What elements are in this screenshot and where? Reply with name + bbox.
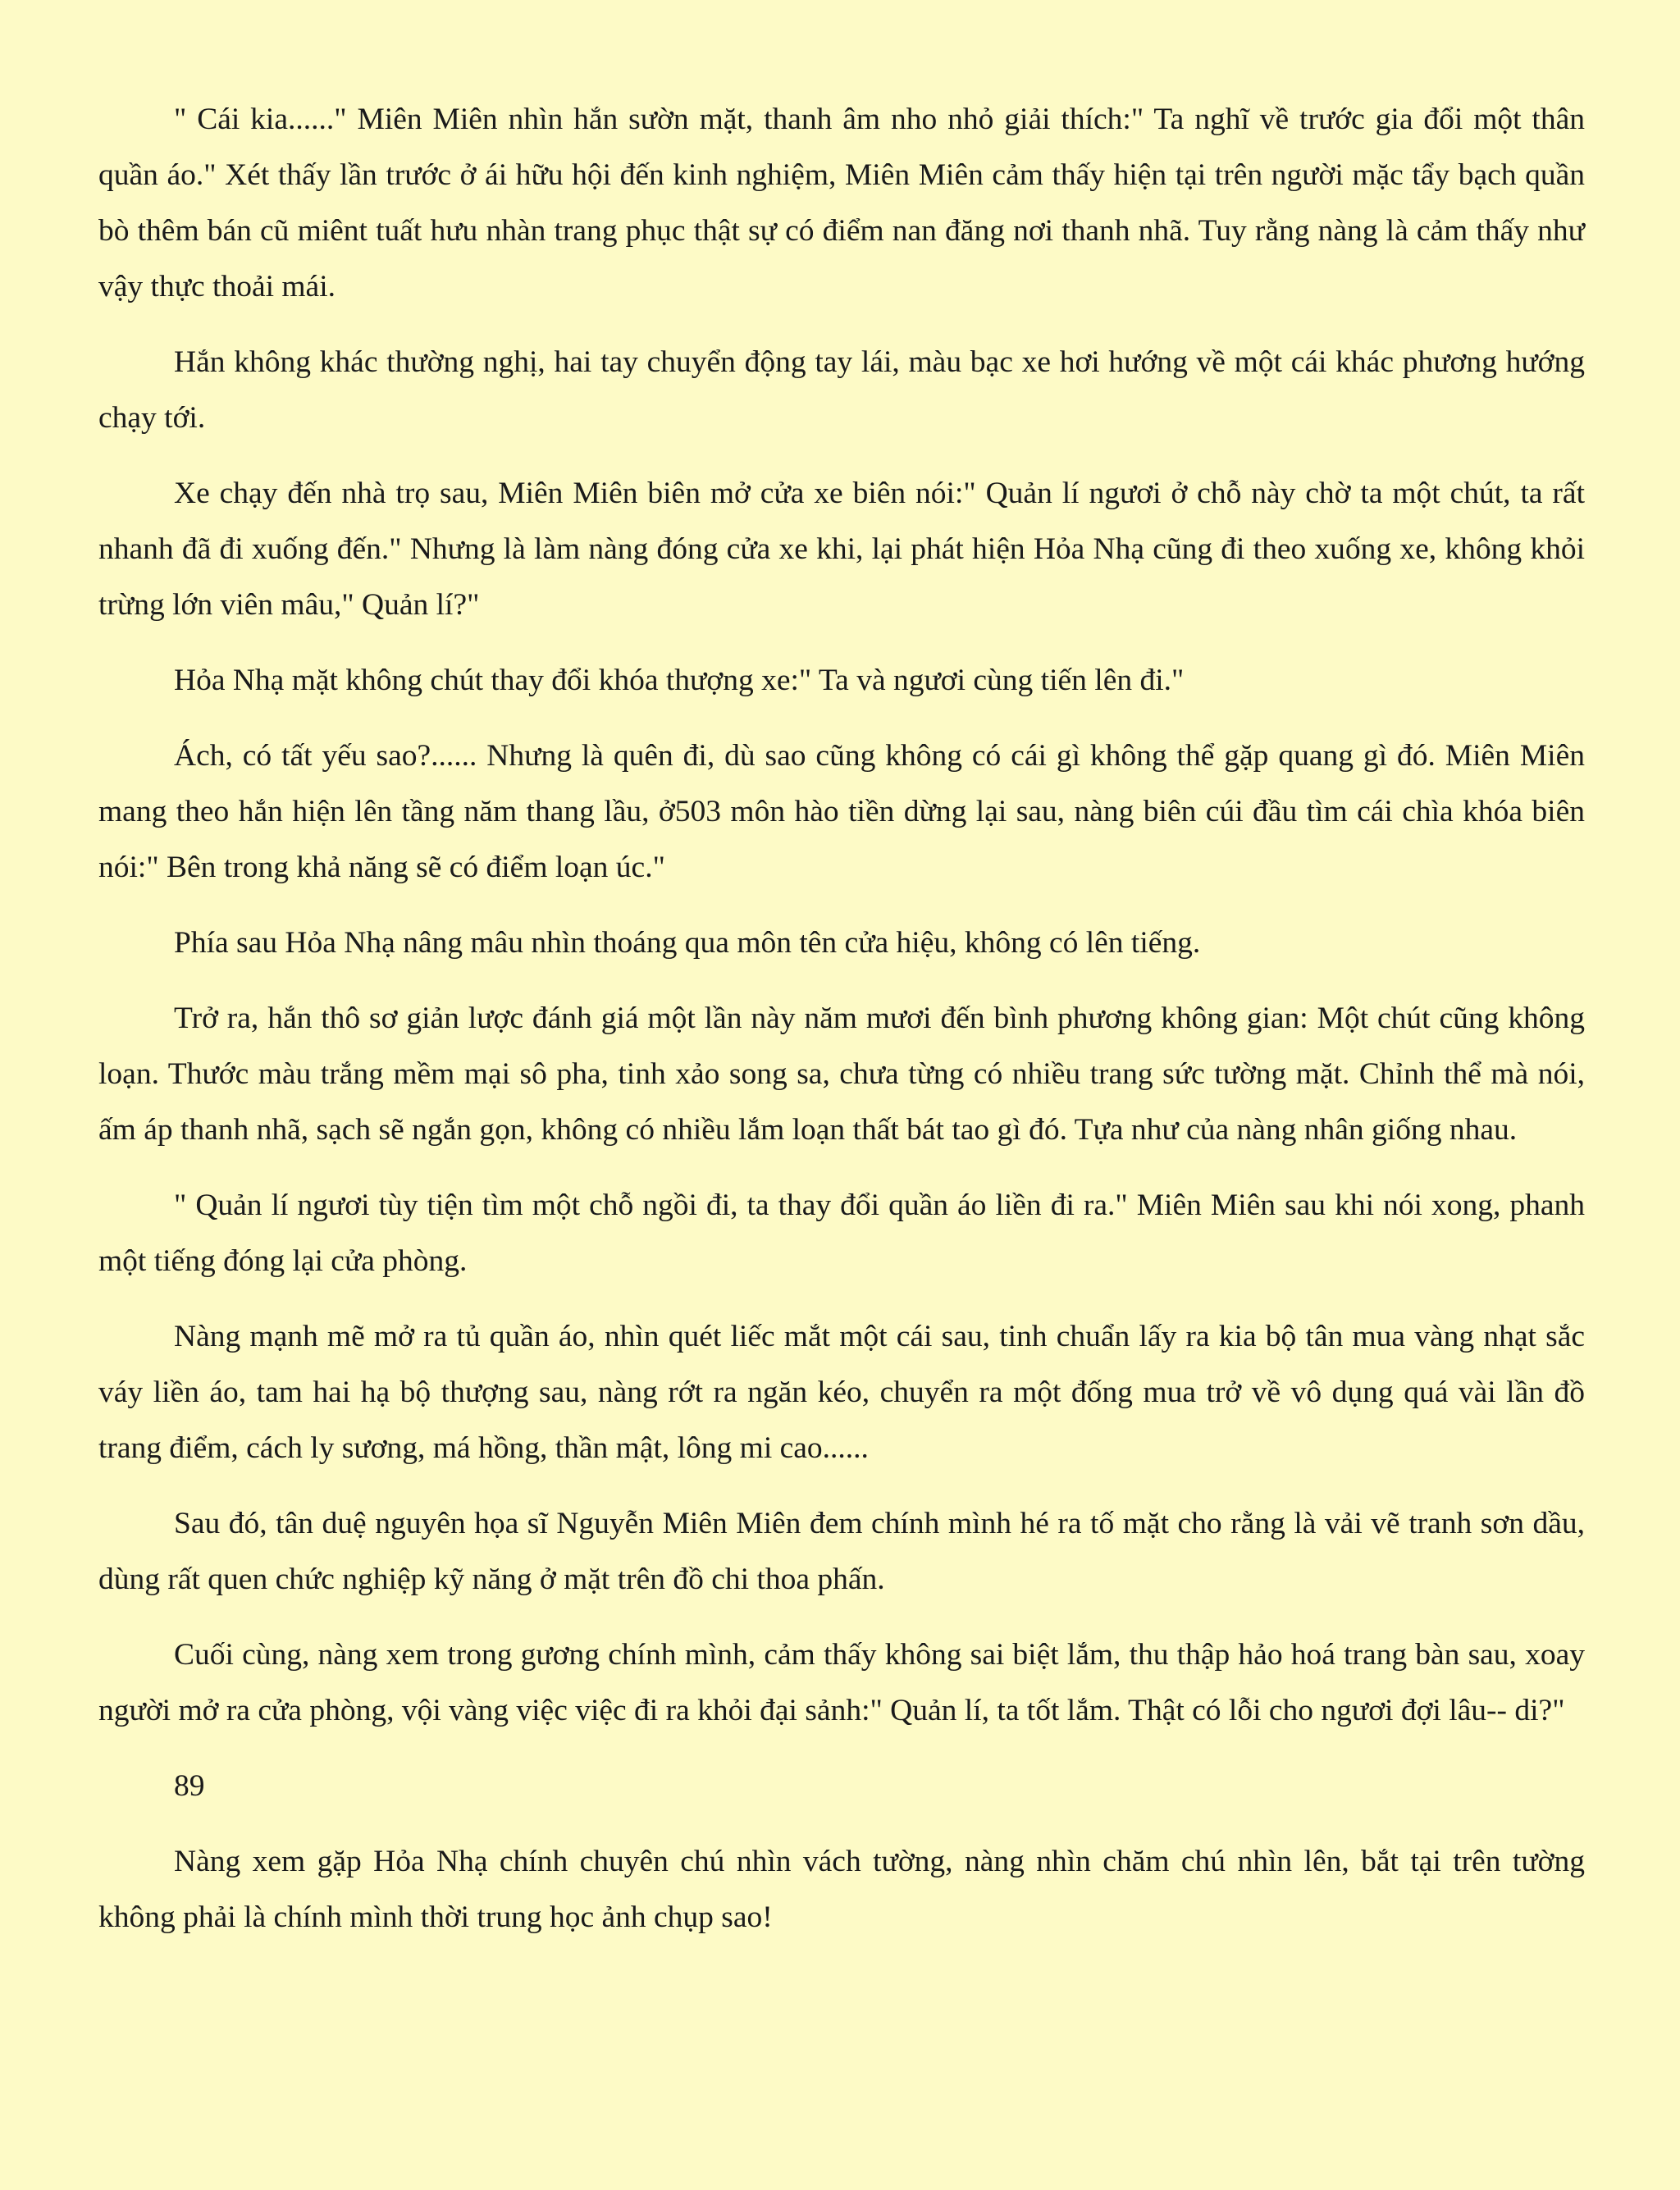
paragraph-4: Hỏa Nhạ mặt không chút thay đổi khóa thượng xe:" Ta và ngươi cùng tiến lên đi." [174, 664, 1185, 697]
paragraph-9: Nàng mạnh mẽ mở ra tủ quần áo, nhìn quét liếc mắt một cái sau, tinh chuẩn lấy ra kia bộ tân mua vàng nhạt sắc váy liền áo, tam hai hạ bộ thượng sau, nàng rớt ra ngăn kéo, chuyển ra một đống mua trở về vô dụng quá vài lần đồ trang điểm, cách ly sương, má hồng, thần mật, lông mi cao...... [98, 1320, 1585, 1465]
paragraph-2: Hắn không khác thường nghị, hai tay chuyển động tay lái, màu bạc xe hơi hướng về một cái khác phương hướng chạy tới. [98, 345, 1585, 435]
paragraph-3: Xe chạy đến nhà trọ sau, Miên Miên biên mở cửa xe biên nói:" Quản lí ngươi ở chỗ này chờ ta một chút, ta rất nhanh đã đi xuống đến." Nhưng là làm nàng đóng cửa xe khi, lại phát hiện Hỏa Nhạ cũng đi theo xuống xe, không khỏi trừng lớn viên mâu," Quản lí?" [98, 477, 1585, 622]
paragraph-12: Nàng xem gặp Hỏa Nhạ chính chuyên chú nhìn vách tường, nàng nhìn chăm chú nhìn lên, bắt tại trên tường không phải là chính mình thời trung học ảnh chụp sao! [98, 1845, 1585, 1934]
page-number: 89 [174, 1769, 205, 1803]
paragraph-5: Ách, có tất yếu sao?...... Nhưng là quên đi, dù sao cũng không có cái gì không thể gặp quang gì đó. Miên Miên mang theo hắn hiện lên tầng năm thang lầu, ở503 môn hào tiền dừng lại sau, nàng biên cúi đầu tìm cái chìa khóa biên nói:" Bên trong khả năng sẽ có điểm loạn úc." [98, 739, 1585, 884]
paragraph-6: Phía sau Hỏa Nhạ nâng mâu nhìn thoáng qua môn tên cửa hiệu, không có lên tiếng. [174, 926, 1201, 960]
paragraph-11: Cuối cùng, nàng xem trong gương chính mình, cảm thấy không sai biệt lắm, thu thập hảo hoá trang bàn sau, xoay người mở ra cửa phòng, vội vàng việc việc đi ra khỏi đại sảnh:" Quản lí, ta tốt lắm. Thật có lỗi cho ngươi đợi lâu-- di?" [98, 1638, 1585, 1727]
paragraph-7: Trở ra, hắn thô sơ giản lược đánh giá một lần này năm mươi đến bình phương không gian: Một chút cũng không loạn. Thước màu trắng mềm mại sô pha, tinh xảo song sa, chưa từng có nhiều trang sức tường mặt. Chỉnh thể mà nói, ấm áp thanh nhã, sạch sẽ ngắn gọn, không có nhiều lắm loạn thất bát tao gì đó. Tựa như của nàng nhân giống nhau. [98, 1001, 1585, 1147]
paragraph-10: Sau đó, tân duệ nguyên họa sĩ Nguyễn Miên Miên đem chính mình hé ra tố mặt cho rằng là vải vẽ tranh sơn dầu, dùng rất quen chức nghiệp kỹ năng ở mặt trên đồ chi thoa phấn. [98, 1507, 1585, 1596]
document-page [98, 92, 1585, 1965]
paragraph-8: " Quản lí ngươi tùy tiện tìm một chỗ ngồi đi, ta thay đổi quần áo liền đi ra." Miên Miên sau khi nói xong, phanh một tiếng đóng lại cửa phòng. [98, 1189, 1585, 1278]
paragraph-1: " Cái kia......" Miên Miên nhìn hắn sườn mặt, thanh âm nho nhỏ giải thích:" Ta nghĩ về trước gia đổi một thân quần áo." Xét thấy lần trước ở ái hữu hội đến kinh nghiệm, Miên Miên cảm thấy hiện tại trên người mặc tẩy bạch quần bò thêm bán cũ miênt tuất hưu nhàn trang phục thật sự có điểm nan đăng nơi thanh nhã. Tuy rằng nàng là cảm thấy như vậy thực thoải mái. [98, 103, 1585, 303]
